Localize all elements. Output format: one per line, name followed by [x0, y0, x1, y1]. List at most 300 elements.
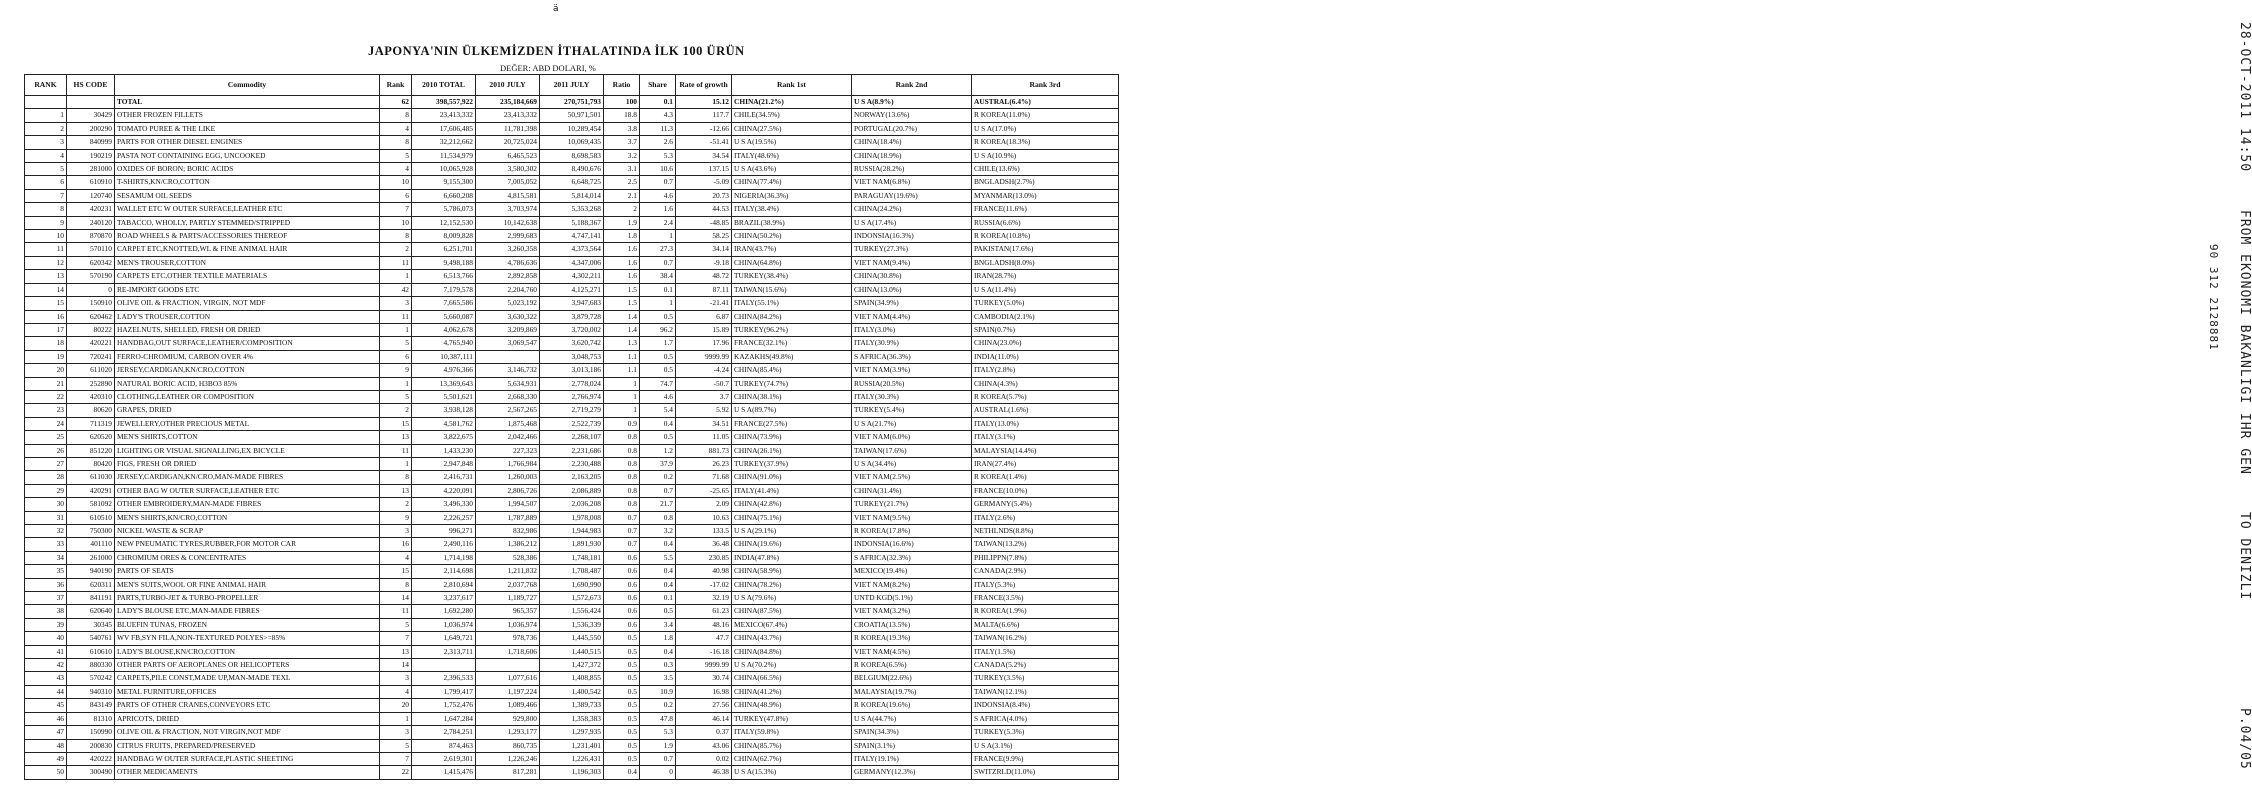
row-commodity: CLOTHING,LEATHER OR COMPOSITION [115, 390, 380, 403]
row-share: 1.2 [640, 444, 676, 457]
row-july2011: 2,230,488 [540, 457, 604, 470]
row-share: 1.6 [640, 203, 676, 216]
row-hs-code: 611030 [67, 471, 115, 484]
row-rank1st: CHINA(43.7%) [732, 632, 852, 645]
row-rank3rd: IRAN(27.4%) [972, 457, 1119, 470]
row-total2010: 2,784,251 [412, 726, 476, 739]
row-growth: 87.11 [676, 283, 732, 296]
row-rank2nd: R KOREA(19.6%) [852, 699, 972, 712]
row-ratio: 2.5 [604, 176, 640, 189]
row-ratio: 0.6 [604, 618, 640, 631]
row-total2010: 12,152,530 [412, 216, 476, 229]
col-rank2nd: Rank 2nd [852, 75, 972, 96]
row-commodity: LIGHTING OR VISUAL SIGNALLING,EX BICYCLE [115, 444, 380, 457]
row-growth: 58.25 [676, 230, 732, 243]
row-rank: 41 [25, 645, 67, 658]
row-ratio: 1 [604, 404, 640, 417]
row-growth: 133.5 [676, 525, 732, 538]
row-rank3rd: PHILIPPN(7.8%) [972, 551, 1119, 564]
row-july2010: 227,323 [476, 444, 540, 457]
row-july2011: 2,522,739 [540, 417, 604, 430]
row-rank1st: TURKEY(37.9%) [732, 457, 852, 470]
row-july2010: 1,260,003 [476, 471, 540, 484]
table-row [25, 364, 1119, 377]
row-rank2nd: RUSSIA(28.2%) [852, 163, 972, 176]
row-total2010: 1,649,721 [412, 632, 476, 645]
row-july2011: 1,891,930 [540, 538, 604, 551]
table-row [25, 149, 1119, 162]
row-total2010: 9,498,188 [412, 256, 476, 269]
row-growth: 34.14 [676, 243, 732, 256]
row-ratio: 0.5 [604, 659, 640, 672]
row-july2010: 2,567,265 [476, 404, 540, 417]
row-rank1st: MEXICO(67.4%) [732, 618, 852, 631]
table-row [25, 672, 1119, 685]
row-rank3rd: MALAYSIA(14.4%) [972, 444, 1119, 457]
row-rank1st: CHINA(77.4%) [732, 176, 852, 189]
row-july2010 [476, 350, 540, 363]
row-july2011: 1,445,550 [540, 632, 604, 645]
row-rank: 44 [25, 685, 67, 698]
row-rank2nd: VIET NAM(2.5%) [852, 471, 972, 484]
row-rank3rd: TAIWAN(16.2%) [972, 632, 1119, 645]
row-july2011: 1,556,424 [540, 605, 604, 618]
row-july2010: 1,994,507 [476, 498, 540, 511]
row-share: 0.7 [640, 752, 676, 765]
row-growth: 46.38 [676, 766, 732, 779]
row-july2010: 23,413,332 [476, 109, 540, 122]
row-rank2: 9 [380, 511, 412, 524]
row-rank3rd: AUSTRAL(1.6%) [972, 404, 1119, 417]
row-total2010: 2,226,257 [412, 511, 476, 524]
table-row [25, 323, 1119, 336]
row-july2011: 4,747,141 [540, 230, 604, 243]
row-total2010: 2,313,711 [412, 645, 476, 658]
row-rank3rd: FRANCE(11.6%) [972, 203, 1119, 216]
row-total2010: 4,581,762 [412, 417, 476, 430]
row-rank: 16 [25, 310, 67, 323]
row-total2010: 1,752,476 [412, 699, 476, 712]
row-rank2: 7 [380, 752, 412, 765]
row-hs-code: 420291 [67, 484, 115, 497]
row-hs-code: 581092 [67, 498, 115, 511]
row-share: 0.4 [640, 565, 676, 578]
row-july2010: 2,999,683 [476, 230, 540, 243]
row-share: 11.3 [640, 122, 676, 135]
fax-header [0, 0, 1144, 16]
row-hs-code: 281000 [67, 163, 115, 176]
row-growth: 16.98 [676, 685, 732, 698]
row-rank: 11 [25, 243, 67, 256]
row-ratio: 1.6 [604, 270, 640, 283]
row-july2011: 4,347,006 [540, 256, 604, 269]
row-rank3rd: IRAN(28.7%) [972, 270, 1119, 283]
row-share: 5.3 [640, 149, 676, 162]
row-ratio: 1.4 [604, 310, 640, 323]
row-july2010: 528,386 [476, 551, 540, 564]
table-row [25, 645, 1119, 658]
row-ratio: 0.6 [604, 592, 640, 605]
row-hs-code: 80222 [67, 323, 115, 336]
row-total2010: 5,786,073 [412, 203, 476, 216]
row-july2011: 10,069,435 [540, 136, 604, 149]
row-rank: 40 [25, 632, 67, 645]
row-rank1st: CHINA(85.7%) [732, 739, 852, 752]
row-growth: -16.18 [676, 645, 732, 658]
row-rank2nd: SPAIN(34.9%) [852, 297, 972, 310]
col-rank: RANK [25, 75, 67, 96]
row-rank3rd: U S A(17.0%) [972, 122, 1119, 135]
table-row [25, 659, 1119, 672]
row-july2011: 2,766,974 [540, 390, 604, 403]
row-share: 0.4 [640, 645, 676, 658]
row-rank: 30 [25, 498, 67, 511]
row-july2011: 2,036,208 [540, 498, 604, 511]
row-growth: 46.14 [676, 712, 732, 725]
row-growth: 26.23 [676, 457, 732, 470]
row-growth: 61.23 [676, 605, 732, 618]
col-july2011: 2011 JULY [540, 75, 604, 96]
row-rank3rd: U S A(11.4%) [972, 283, 1119, 296]
row-rank2: 4 [380, 163, 412, 176]
row-growth: -51.41 [676, 136, 732, 149]
row-ratio: 1 [604, 390, 640, 403]
row-total2010: 3,237,617 [412, 592, 476, 605]
row-share: 5.3 [640, 726, 676, 739]
row-rank: 28 [25, 471, 67, 484]
row-share: 0.7 [640, 484, 676, 497]
row-rank1st: FRANCE(32.1%) [732, 337, 852, 350]
table-row [25, 189, 1119, 202]
row-rank3rd: R KOREA(11.0%) [972, 109, 1119, 122]
row-commodity: CARPETS ETC,OTHER TEXTILE MATERIALS [115, 270, 380, 283]
row-rank2: 13 [380, 431, 412, 444]
row-hs-code: 870870 [67, 230, 115, 243]
row-rank3rd: BNGLADSH(2.7%) [972, 176, 1119, 189]
row-july2011: 1,978,008 [540, 511, 604, 524]
row-hs-code: 620520 [67, 431, 115, 444]
row-share: 2.6 [640, 136, 676, 149]
row-growth: 48.16 [676, 618, 732, 631]
row-rank3rd: CHINA(23.0%) [972, 337, 1119, 350]
row-rank2nd: TURKEY(27.3%) [852, 243, 972, 256]
row-growth: 9999.99 [676, 350, 732, 363]
row-share: 5.4 [640, 404, 676, 417]
row-ratio: 1.6 [604, 243, 640, 256]
row-share: 3.4 [640, 618, 676, 631]
row-rank1st: TURKEY(74.7%) [732, 377, 852, 390]
row-growth: -12.66 [676, 122, 732, 135]
row-rank2: 11 [380, 310, 412, 323]
row-commodity: LADY'S BLOUSE,KN/CRO,COTTON [115, 645, 380, 658]
row-rank3rd: CANADA(5.2%) [972, 659, 1119, 672]
row-rank3rd: S AFRICA(4.0%) [972, 712, 1119, 725]
row-rank: 24 [25, 417, 67, 430]
col-hs-code: HS CODE [67, 75, 115, 96]
row-commodity: PARTS OF OTHER CRANES,CONVEYORS ETC [115, 699, 380, 712]
row-hs-code: 30429 [67, 109, 115, 122]
row-july2010: 860,735 [476, 739, 540, 752]
row-rank1st: CHINA(64.8%) [732, 256, 852, 269]
row-rank2nd: MEXICO(19.4%) [852, 565, 972, 578]
row-rank2: 14 [380, 659, 412, 672]
row-total2010: 4,062,678 [412, 323, 476, 336]
row-rank2: 11 [380, 605, 412, 618]
table-header-row [25, 75, 1119, 96]
row-commodity: HANDBAG W OUTER SURFACE,PLASTIC SHEETING [115, 752, 380, 765]
row-rank2: 2 [380, 243, 412, 256]
row-total2010: 2,114,698 [412, 565, 476, 578]
row-total2010: 4,976,366 [412, 364, 476, 377]
row-hs-code: 570110 [67, 243, 115, 256]
row-ratio: 0.5 [604, 632, 640, 645]
row-ratio: 0.5 [604, 752, 640, 765]
row-hs-code: 840999 [67, 136, 115, 149]
total-label: TOTAL [115, 96, 380, 109]
row-commodity: HAZELNUTS, SHELLED, FRESH OR DRIED [115, 323, 380, 336]
fax-side-strip [1112, 0, 2252, 796]
row-total2010: 7,179,578 [412, 283, 476, 296]
row-rank1st: INDIA(47.8%) [732, 551, 852, 564]
row-total2010: 3,496,330 [412, 498, 476, 511]
row-commodity: PARTS FOR OTHER DIESEL ENGINES [115, 136, 380, 149]
row-july2010: 1,189,727 [476, 592, 540, 605]
row-rank1st: TURKEY(96.2%) [732, 323, 852, 336]
row-july2010: 2,204,760 [476, 283, 540, 296]
row-ratio: 1.3 [604, 337, 640, 350]
row-total2010: 17,606,485 [412, 122, 476, 135]
row-july2011: 1,944,983 [540, 525, 604, 538]
total-rank1st: CHINA(21.2%) [732, 96, 852, 109]
row-rank: 21 [25, 377, 67, 390]
row-july2010: 2,806,726 [476, 484, 540, 497]
row-rank: 39 [25, 618, 67, 631]
row-ratio: 1.4 [604, 323, 640, 336]
row-growth: -4.24 [676, 364, 732, 377]
row-growth: -21.41 [676, 297, 732, 310]
fax-phone: 90 312 2128881 [2207, 244, 2220, 351]
row-rank2nd: CHINA(13.0%) [852, 283, 972, 296]
row-growth: 34.54 [676, 149, 732, 162]
row-july2010: 817,281 [476, 766, 540, 779]
row-july2010: 7,005,052 [476, 176, 540, 189]
row-share: 1 [640, 230, 676, 243]
row-july2010: 1,293,177 [476, 726, 540, 739]
row-july2010: 5,634,931 [476, 377, 540, 390]
row-hs-code: 200290 [67, 122, 115, 135]
row-ratio: 0.5 [604, 645, 640, 658]
table-row [25, 337, 1119, 350]
row-total2010: 6,251,701 [412, 243, 476, 256]
row-rank2nd: TURKEY(5.4%) [852, 404, 972, 417]
row-rank2nd: ITALY(30.9%) [852, 337, 972, 350]
row-growth: 30.74 [676, 672, 732, 685]
row-rank3rd: MALTA(6.6%) [972, 618, 1119, 631]
row-growth: -17.02 [676, 578, 732, 591]
row-rank3rd: TAIWAN(12.1%) [972, 685, 1119, 698]
row-hs-code: 300490 [67, 766, 115, 779]
row-share: 37.9 [640, 457, 676, 470]
row-hs-code: 240120 [67, 216, 115, 229]
row-ratio: 0.5 [604, 726, 640, 739]
row-ratio: 18.8 [604, 109, 640, 122]
row-commodity: CITRUS FRUITS, PREPARED/PRESERVED [115, 739, 380, 752]
row-rank: 22 [25, 390, 67, 403]
row-july2010: 5,023,192 [476, 297, 540, 310]
row-rank2: 22 [380, 766, 412, 779]
table-row [25, 457, 1119, 470]
col-ratio: Ratio [604, 75, 640, 96]
row-share: 47.8 [640, 712, 676, 725]
row-rank: 46 [25, 712, 67, 725]
row-hs-code: 120740 [67, 189, 115, 202]
table-row [25, 310, 1119, 323]
row-growth: 117.7 [676, 109, 732, 122]
row-rank: 23 [25, 404, 67, 417]
row-commodity: CARPET ETC,KNOTTED,WL & FINE ANIMAL HAIR [115, 243, 380, 256]
row-rank2: 15 [380, 565, 412, 578]
row-share: 74.7 [640, 377, 676, 390]
row-commodity: WALLET ETC W OUTER SURFACE,LEATHER ETC [115, 203, 380, 216]
table-row [25, 605, 1119, 618]
row-ratio: 0.7 [604, 511, 640, 524]
row-rank: 8 [25, 203, 67, 216]
row-ratio: 0.6 [604, 605, 640, 618]
row-ratio: 0.5 [604, 672, 640, 685]
row-rank2: 7 [380, 632, 412, 645]
row-rank3rd: ITALY(1.5%) [972, 645, 1119, 658]
row-ratio: 1.6 [604, 256, 640, 269]
row-hs-code: 261000 [67, 551, 115, 564]
row-hs-code: 610910 [67, 176, 115, 189]
row-rank2: 4 [380, 551, 412, 564]
row-commodity: BLUEFIN TUNAS, FROZEN [115, 618, 380, 631]
row-rank1st: TURKEY(47.8%) [732, 712, 852, 725]
row-july2010: 1,077,616 [476, 672, 540, 685]
table-row [25, 136, 1119, 149]
row-rank2: 3 [380, 726, 412, 739]
table-row [25, 444, 1119, 457]
row-july2011: 2,719,279 [540, 404, 604, 417]
row-july2010: 929,800 [476, 712, 540, 725]
row-rank2: 5 [380, 149, 412, 162]
row-rank2nd: TURKEY(21.7%) [852, 498, 972, 511]
row-total2010: 10,387,111 [412, 350, 476, 363]
table-row [25, 632, 1119, 645]
row-july2010: 2,668,330 [476, 390, 540, 403]
row-rank2nd: U S A(21.7%) [852, 417, 972, 430]
row-total2010: 10,065,928 [412, 163, 476, 176]
row-july2011: 50,971,501 [540, 109, 604, 122]
row-commodity: NICKEL WASTE & SCRAP [115, 525, 380, 538]
row-total2010: 2,947,848 [412, 457, 476, 470]
row-july2010: 6,465,523 [476, 149, 540, 162]
row-rank: 43 [25, 672, 67, 685]
row-rank: 37 [25, 592, 67, 605]
row-rank2nd: U S A(34.4%) [852, 457, 972, 470]
row-commodity: LADY'S BLOUSE ETC,MAN-MADE FIBRES [115, 605, 380, 618]
row-rank2nd: CHINA(24.2%) [852, 203, 972, 216]
row-july2011: 1,748,181 [540, 551, 604, 564]
row-ratio: 0.9 [604, 417, 640, 430]
row-rank: 7 [25, 189, 67, 202]
row-rank2: 3 [380, 672, 412, 685]
row-rank2: 15 [380, 417, 412, 430]
row-rank: 4 [25, 149, 67, 162]
row-rank: 5 [25, 163, 67, 176]
row-rank2nd: VIET NAM(4.4%) [852, 310, 972, 323]
row-share: 0.5 [640, 350, 676, 363]
row-ratio: 0.6 [604, 551, 640, 564]
row-hs-code: 30345 [67, 618, 115, 631]
row-july2010: 3,069,547 [476, 337, 540, 350]
table-row [25, 511, 1119, 524]
row-growth: 44.53 [676, 203, 732, 216]
row-rank3rd: ITALY(2.8%) [972, 364, 1119, 377]
document-title: JAPONYA'NIN ÜLKEMİZDEN İTHALATINDA İLK 100 ÜRÜN [368, 44, 745, 58]
row-rank1st: IRAN(43.7%) [732, 243, 852, 256]
row-july2010 [476, 659, 540, 672]
table-row [25, 431, 1119, 444]
row-rank2nd: INDONSIA(16.6%) [852, 538, 972, 551]
row-rank: 27 [25, 457, 67, 470]
row-ratio: 0.5 [604, 699, 640, 712]
row-rank1st: CHINA(38.1%) [732, 390, 852, 403]
table-row [25, 685, 1119, 698]
row-rank3rd: MYANMAR(13.0%) [972, 189, 1119, 202]
row-hs-code: 620311 [67, 578, 115, 591]
row-rank2nd: SPAIN(3.1%) [852, 739, 972, 752]
row-share: 0.4 [640, 538, 676, 551]
row-july2011: 2,268,107 [540, 431, 604, 444]
row-ratio: 3.7 [604, 136, 640, 149]
row-commodity: OTHER FROZEN FILLETS [115, 109, 380, 122]
table-row [25, 752, 1119, 765]
table-row [25, 163, 1119, 176]
row-rank1st: CHINA(58.9%) [732, 565, 852, 578]
row-rank2: 3 [380, 525, 412, 538]
total-july2011: 270,751,793 [540, 96, 604, 109]
table-row [25, 498, 1119, 511]
row-commodity: OTHER EMBROIDERY,MAN-MADE FIBRES [115, 498, 380, 511]
row-rank3rd: CHILE(13.6%) [972, 163, 1119, 176]
row-july2011: 5,814,014 [540, 189, 604, 202]
row-rank3rd: SPAIN(0.7%) [972, 323, 1119, 336]
row-july2010: 3,260,358 [476, 243, 540, 256]
row-rank: 3 [25, 136, 67, 149]
row-growth: 11.05 [676, 431, 732, 444]
row-growth: 10.63 [676, 511, 732, 524]
row-share: 96.2 [640, 323, 676, 336]
row-july2011: 1,690,990 [540, 578, 604, 591]
table-row [25, 551, 1119, 564]
row-growth: 15.89 [676, 323, 732, 336]
row-rank1st: CHINA(75.1%) [732, 511, 852, 524]
row-rank1st: CHINA(26.1%) [732, 444, 852, 457]
row-rank2nd: S AFRICA(32.3%) [852, 551, 972, 564]
row-ratio: 1.8 [604, 230, 640, 243]
row-share: 0.4 [640, 578, 676, 591]
row-growth: -50.7 [676, 377, 732, 390]
row-july2011: 3,879,728 [540, 310, 604, 323]
row-hs-code: 611020 [67, 364, 115, 377]
row-commodity: JEWELLERY,OTHER PRECIOUS METAL [115, 417, 380, 430]
row-rank2nd: VIET NAM(3.9%) [852, 364, 972, 377]
row-rank: 13 [25, 270, 67, 283]
row-july2011: 1,358,383 [540, 712, 604, 725]
row-hs-code: 610610 [67, 645, 115, 658]
row-july2010: 965,357 [476, 605, 540, 618]
